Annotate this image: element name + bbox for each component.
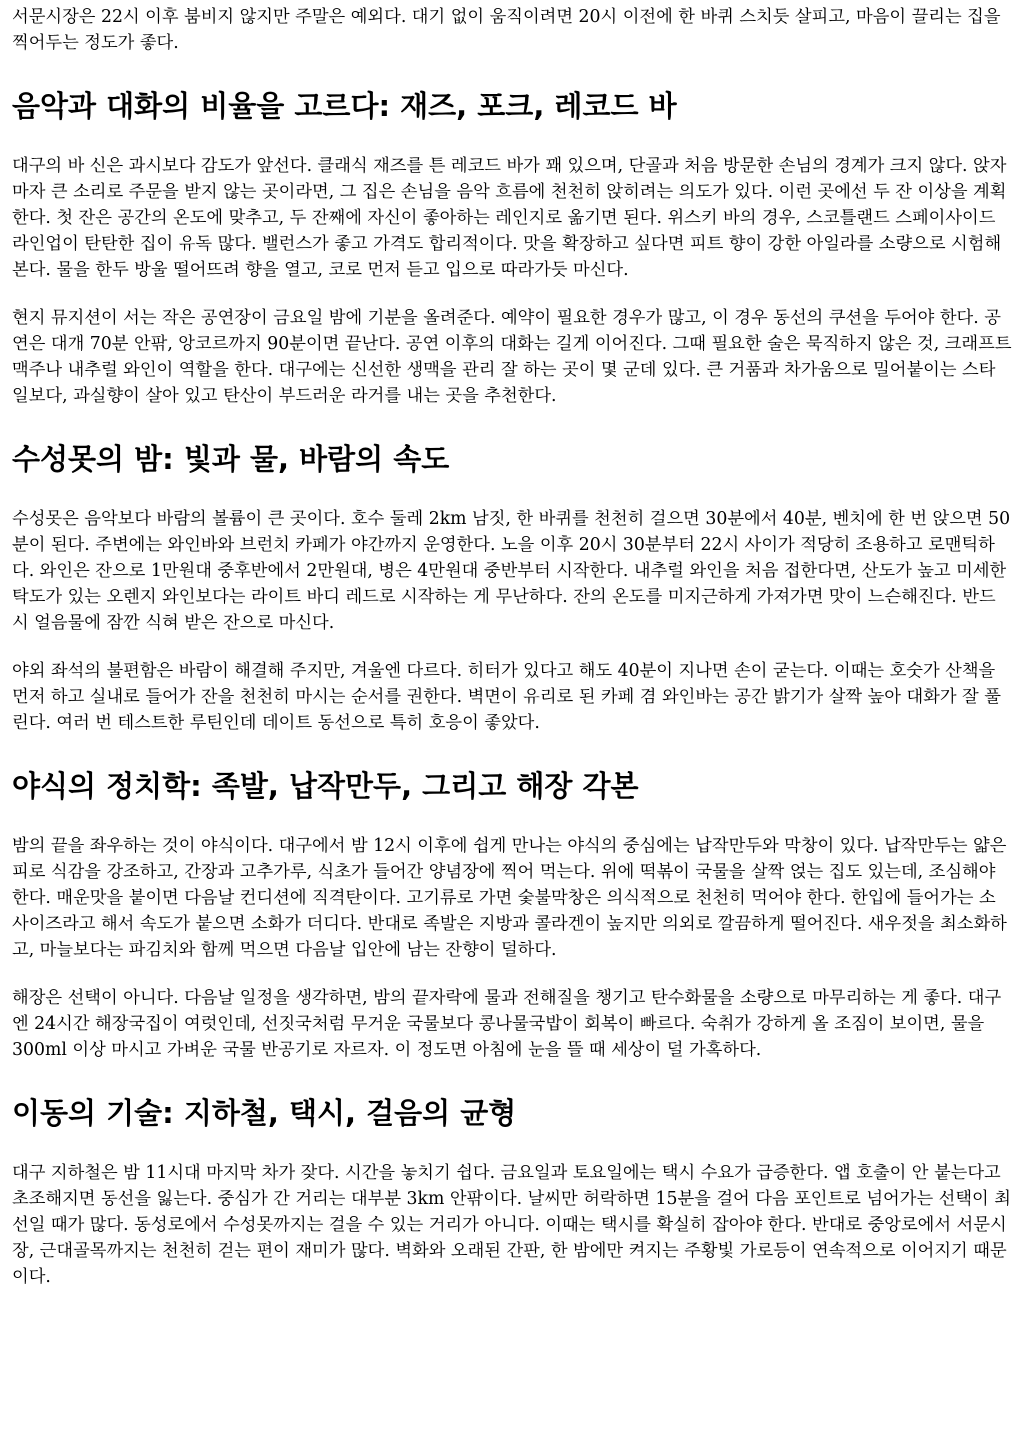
section-music-bars	[12, 88, 1012, 409]
section-late-night-food	[12, 768, 1012, 1063]
section-heading: 이동의 기술: 지하철, 택시, 걸음의 균형	[12, 1096, 517, 1130]
body-paragraph: 해장은 선택이 아니다. 다음날 일정을 생각하면, 밤의 끝자락에 물과 전해질을 챙기고 탄수화물을 소량으로 마무리하는 게 좋다. 대구엔 24시간 해장국집이 여럿인데, 선짓국처럼 무거운 국물보다 콩나물국밥이 회복이 빠르다. 숙취가 강하게 올 조짐이 보이면, 물을 300ml 이상 마시고 가벼운 국물 반공기로 자르자. 이 정도면 아침에 눈을 뜰 때 세상이 덜 가혹하다.	[12, 988, 1002, 1060]
body-paragraph: 밤의 끝을 좌우하는 것이 야식이다. 대구에서 밤 12시 이후에 쉽게 만나는 야식의 중심에는 납작만두와 막창이 있다. 납작만두는 얇은 피로 식감을 강조하고, 간장과 고추가루, 식초가 들어간 양념장에 찍어 먹는다. 위에 떡볶이 국물을 살짝 얹는 집도 있는데, 조심해야 한다. 매운맛을 붙이면 다음날 컨디션에 직격탄이다. 고기류로 가면 숯불막창은 의식적으로 천천히 먹어야 한다. 한입에 들어가는 소 사이즈라고 해서 속도가 붙으면 소화가 더디다. 반대로 족발은 지방과 콜라겐이 높지만 의외로 깔끔하게 떨어진다. 새우젓을 최소화하고, 마늘보다는 파김치와 함께 먹으면 다음날 입안에 남는 잔향이 덜하다.	[12, 836, 1007, 960]
section-heading: 수성못의 밤: 빛과 물, 바람의 속도	[12, 442, 450, 476]
section-suseongmot-night	[12, 441, 1012, 736]
body-paragraph: 현지 뮤지션이 서는 작은 공연장이 금요일 밤에 기분을 올려준다. 예약이 필요한 경우가 많고, 이 경우 동선의 쿠션을 두어야 한다. 공연은 대개 70분 안팎, 앙코르까지 90분이면 끝난다. 공연 이후의 대화는 길게 이어진다. 그때 필요한 술은 묵직하지 않은 것, 크래프트 맥주나 내추럴 와인이 역할을 한다. 대구에는 신선한 생맥을 관리 잘 하는 곳이 몇 군데 있다. 큰 거품과 차가움으로 밀어붙이는 스타일보다, 과실향이 살아 있고 탄산이 부드러운 라거를 내는 곳을 추천한다.	[12, 308, 1012, 406]
body-paragraph: 대구의 바 신은 과시보다 감도가 앞선다. 클래식 재즈를 튼 레코드 바가 꽤 있으며, 단골과 처음 방문한 손님의 경계가 크지 않다. 앉자마자 큰 소리로 주문을 받지 않는 곳이라면, 그 집은 손님을 음악 흐름에 천천히 앉히려는 의도가 있다. 이런 곳에선 두 잔 이상을 계획한다. 첫 잔은 공간의 온도에 맞추고, 두 잔째에 자신이 좋아하는 레인지로 옮기면 된다. 위스키 바의 경우, 스코틀랜드 스페이사이드 라인업이 탄탄한 집이 유독 많다. 밸런스가 좋고 가격도 합리적이다. 맛을 확장하고 싶다면 피트 향이 강한 아일라를 소량으로 시험해 본다. 물을 한두 방울 떨어뜨려 향을 열고, 코로 먼저 듣고 입으로 따라가듯 마신다.	[12, 156, 1007, 280]
section-transport	[12, 1095, 1012, 1290]
intro-paragraph: 서문시장은 22시 이후 붐비지 않지만 주말은 예외다. 대기 없이 움직이려면 20시 이전에 한 바퀴 스치듯 살피고, 마음이 끌리는 집을 찍어두는 정도가 좋다.	[12, 7, 1001, 53]
body-paragraph: 야외 좌석의 불편함은 바람이 해결해 주지만, 겨울엔 다르다. 히터가 있다고 해도 40분이 지나면 손이 굳는다. 이때는 호숫가 산책을 먼저 하고 실내로 들어가 잔을 천천히 마시는 순서를 권한다. 벽면이 유리로 된 카페 겸 와인바는 공간 밝기가 살짝 높아 대화가 잘 풀린다. 여러 번 테스트한 루틴인데 데이트 동선으로 특히 호응이 좋았다.	[12, 661, 1001, 733]
body-paragraph: 수성못은 음악보다 바람의 볼륨이 큰 곳이다. 호수 둘레 2km 남짓, 한 바퀴를 천천히 걸으면 30분에서 40분, 벤치에 한 번 앉으면 50분이 된다. 주변에는 와인바와 브런치 카페가 야간까지 운영한다. 노을 이후 20시 30분부터 22시 사이가 적당히 조용하고 로맨틱하다. 와인은 잔으로 1만원대 중후반에서 2만원대, 병은 4만원대 중반부터 시작한다. 내추럴 와인을 처음 접한다면, 산도가 높고 미세한 탁도가 있는 오렌지 와인보다는 라이트 바디 레드로 시작하는 게 무난하다. 잔의 온도를 미지근하게 가져가면 맛이 느슨해진다. 반드시 얼음물에 잠깐 식혀 받은 잔으로 마신다.	[12, 509, 1011, 633]
article-body	[12, 0, 1012, 1290]
section-heading: 야식의 정치학: 족발, 납작만두, 그리고 해장 각본	[12, 769, 639, 803]
section-heading: 음악과 대화의 비율을 고르다: 재즈, 포크, 레코드 바	[12, 89, 677, 123]
body-paragraph: 대구 지하철은 밤 11시대 마지막 차가 잦다. 시간을 놓치기 쉽다. 금요일과 토요일에는 택시 수요가 급증한다. 앱 호출이 안 붙는다고 초조해지면 동선을 잃는다. 중심가 간 거리는 대부분 3km 안팎이다. 날씨만 허락하면 15분을 걸어 다음 포인트로 넘어가는 선택이 최선일 때가 많다. 동성로에서 수성못까지는 걸을 수 있는 거리가 아니다. 이때는 택시를 확실히 잡아야 한다. 반대로 중앙로에서 서문시장, 근대골목까지는 천천히 걷는 편이 재미가 많다. 벽화와 오래된 간판, 한 밤에만 켜지는 주황빛 가로등이 연속적으로 이어지기 때문이다.	[12, 1163, 1011, 1287]
